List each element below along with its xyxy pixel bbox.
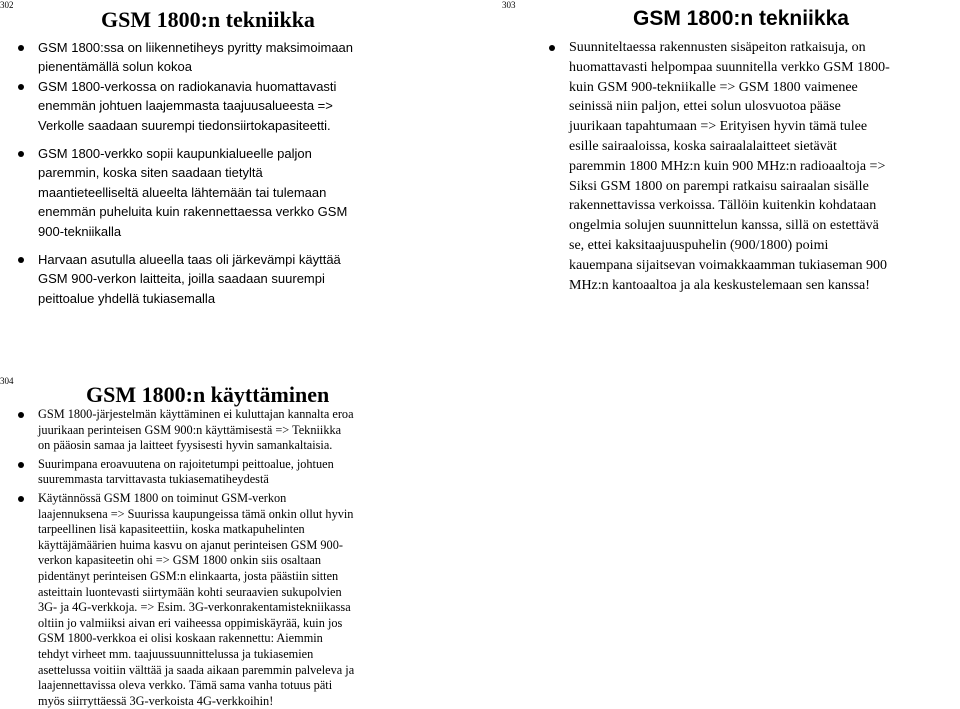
bullet-line: enemmän puheluita kuin rakennettaessa verkko GSM [38, 204, 348, 220]
bullet-line: GSM 900-verkon laitteita, joilla saadaan suurempi [38, 271, 325, 287]
bullet-line: GSM 1800-järjestelmän käyttäminen ei kuluttajan kannalta eroa [38, 407, 354, 421]
slide-303 [480, 0, 960, 320]
bullet-list [10, 38, 353, 308]
bullet-line: maantieteelliseltä alueelta lähtemään tai tulemaan [38, 184, 327, 200]
slide-304 [0, 368, 470, 708]
bullet-line: juurikaan perinteisen GSM 900:n käyttämisestä => Tekniikka [38, 422, 342, 437]
page-number: 303 [502, 0, 516, 10]
bullet-line: Verkolle saadaan suurempi tiedonsiirtokapasiteetti. [38, 117, 331, 133]
bullet-item [10, 407, 354, 454]
bullet-line: kuin GSM 900-tekniikalle => GSM 1800 vaimenee [569, 79, 858, 95]
bullet-line: käyttäjämäärien huima kasvu on ajanut perinteisen GSM 900- [38, 537, 343, 552]
bullet-line: seinissä niin paljon, ettei solun ulosvuotoa pääse [569, 99, 841, 115]
bullet-line: Siksi GSM 1800 on parempi ratkaisu sairaalan sisälle [569, 178, 869, 194]
bullet-line: Suunniteltaessa rakennusten sisäpeiton ratkaisuja, on [569, 40, 866, 55]
bullet-line: myös siirryttäessä 3G-verkoista 4G-verkkoihin! [38, 693, 274, 708]
bullet-item [543, 38, 890, 295]
bullet-list [10, 407, 354, 709]
bullet-line: rakennettavissa verkoissa. Tällöin kuitenkin kohdataan [569, 198, 877, 214]
bullet-line: asettelussa voitiin välttää ja saada aikaan paremmin palveleva ja [38, 662, 355, 677]
bullet-line: pienentämällä solun kokoa [38, 59, 192, 75]
bullet-line: juurikaan tapahtumaan => Erityisen hyvin tämä tulee [569, 119, 868, 135]
bullet-item [10, 250, 353, 308]
slide-title: GSM 1800:n tekniikka [101, 7, 315, 32]
bullet-item [10, 491, 354, 709]
bullet-line: 900-tekniikalla [38, 223, 122, 239]
bullet-line: verkon kapasiteetin ohi => GSM 1800 onkin siis osaltaan [38, 553, 322, 568]
bullet-line: Suurimpana eroavuutena on rajoitetumpi peittoalue, johtuen [38, 456, 334, 471]
bullet-line: paremmin, koska siten saadaan tietyltä [38, 165, 263, 181]
bullet-item [10, 457, 354, 488]
bullet-line: pidentänyt perinteisen GSM:n elinkaarta, josta päästiin sitten [38, 568, 339, 583]
bullet-line: GSM 1800-verkossa on radiokanavia huomattavasti [38, 78, 337, 94]
bullet-line: on pääosin samaa ja laitteet fyysisesti hyvin samankaltaisia. [38, 438, 333, 453]
bullet-line: laajennuksena => Suurissa kaupungeissa tämä onkin ollut hyvin [38, 506, 354, 521]
bullet-line: GSM 1800-verkko sopii kaupunkialueelle paljon [38, 146, 312, 162]
bullet-line: huomattavasti helpompaa suunnitella verkko GSM 1800- [569, 59, 890, 75]
bullet-item [10, 38, 353, 77]
page-number: 304 [0, 376, 14, 386]
bullet-line: GSM 1800:ssa on liikennetiheys pyritty maksimoimaan [38, 40, 354, 55]
bullet-line: Harvaan asutulla alueella taas oli järkevämpi käyttää [38, 252, 341, 268]
bullet-line: asteittain luontevasti siirtymään kohti seuraavien sukupolvien [38, 584, 342, 599]
bullet-line: tarpeellinen lisä kapasiteettiin, koska matkapuhelinten [38, 522, 305, 537]
bullet-line: paremmin 1800 MHz:n kuin 900 MHz:n radioaaltoja => [569, 158, 886, 174]
bullet-line: peittoalue yhdellä tukiasemalla [38, 290, 216, 306]
bullet-line: oltiin jo valmiiksi aivan eri vaiheessa oppimiskäyrää, kuin jos [38, 615, 343, 630]
page-number: 302 [0, 0, 14, 10]
bullet-list [543, 38, 890, 295]
bullet-line: GSM 1800-verkkoa ei olisi koskaan rakennettu: Aiemmin [38, 631, 323, 646]
slide-title: GSM 1800:n tekniikka [633, 7, 849, 30]
bullet-line: esille sairaaloissa, koska sairaalalaitteet sietävät [569, 138, 837, 154]
bullet-line: 3G- ja 4G-verkkoja. => Esim. 3G-verkonrakentamistekniikassa [38, 600, 351, 615]
slide-302 [0, 0, 470, 320]
bullet-line: Käytännössä GSM 1800 on toiminut GSM-verkon [38, 490, 287, 505]
bullet-line: MHz:n kantoaaltoa ja ala keskustelemaan sen kanssa! [569, 277, 870, 293]
bullet-line: kauempana sijaitsevan voimakkaamman tukiaseman 900 [569, 257, 888, 273]
bullet-line: ongelmia solujen suunnittelun kanssa, sillä on estettävä [569, 218, 879, 234]
bullet-line: tehdyt virheet mm. taajuussuunnittelussa ja tukiasemien [38, 646, 314, 661]
bullet-item [10, 144, 353, 241]
slide-title: GSM 1800:n käyttäminen [86, 382, 330, 407]
bullet-line: se, ettei kaksitaajuuspuhelin (900/1800) poimi [569, 237, 829, 253]
bullet-line: laajennettavissa oleva verkko. Tämä sama vanha totuus päti [38, 678, 333, 693]
bullet-line: enemmän johtuen laajemmasta taajuusalueesta => [38, 98, 333, 114]
bullet-line: suuremmasta tarvittavasta tukiasematiheydestä [38, 472, 269, 487]
bullet-item [10, 77, 353, 135]
